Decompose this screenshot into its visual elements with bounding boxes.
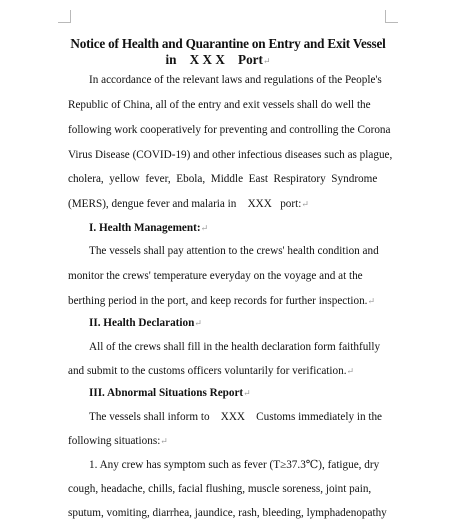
item1-line-1: 1. Any crew has symptom such as fever (T≥37.3℃), fatigue, dry — [89, 459, 380, 471]
section1-line-1: The vessels shall pay attention to the crews' health condition and — [89, 245, 379, 257]
section2-line-2: and submit to the customs officers voluntarily for verification.↵ — [68, 365, 355, 377]
intro-line-2: Republic of China, all of the entry and exit vessels shall do well the — [68, 99, 371, 111]
section1-line-2: monitor the crews' temperature everyday on the voyage and at the — [68, 270, 363, 282]
intro-line-1: In accordance of the relevant laws and regulations of the People's — [89, 74, 382, 86]
intro-line-3: following work cooperatively for preventing and controlling the Corona — [68, 124, 391, 136]
intro-line-6: (MERS), dengue fever and malaria in XXX port:↵ — [68, 198, 309, 210]
paragraph-mark: ↵ — [200, 223, 209, 233]
section-heading-abnormal-situations: III. Abnormal Situations Report↵ — [89, 387, 251, 399]
item1-line-2: cough, headache, chills, facial flushing, muscle soreness, joint pain, — [68, 483, 372, 495]
paragraph-mark: ↵ — [346, 366, 355, 376]
crop-mark-top-right — [385, 10, 398, 23]
paragraph-mark: ↵ — [367, 296, 376, 306]
intro-line-4: Virus Disease (COVID-19) and other infectious diseases such as plague, — [68, 149, 393, 161]
section3-line-1: The vessels shall inform to XXX Customs immediately in the — [89, 411, 383, 423]
crop-mark-top-left — [58, 10, 71, 23]
title-line-1: Notice of Health and Quarantine on Entry and Exit Vessel — [70, 36, 386, 51]
section2-line-1: All of the crews shall fill in the health declaration form faithfully — [89, 341, 381, 353]
paragraph-mark: ↵ — [262, 56, 271, 66]
paragraph-mark: ↵ — [194, 318, 202, 328]
paragraph-mark: ↵ — [243, 388, 251, 398]
section1-line-3: berthing period in the port, and keep records for further inspection.↵ — [68, 295, 376, 307]
title-line-2: in X X X Port↵ — [165, 52, 271, 67]
section3-line-2: following situations:↵ — [68, 435, 168, 447]
section-heading-health-management: I. Health Management:↵ — [89, 222, 209, 234]
paragraph-mark: ↵ — [160, 436, 168, 446]
item1-line-3: sputum, vomiting, diarrhea, jaundice, rash, bleeding, lymphadenopathy — [68, 507, 387, 519]
section-heading-health-declaration: II. Health Declaration↵ — [89, 317, 202, 329]
intro-line-5: cholera, yellow fever, Ebola, Middle East Respiratory Syndrome — [68, 173, 378, 185]
paragraph-mark: ↵ — [301, 199, 309, 209]
